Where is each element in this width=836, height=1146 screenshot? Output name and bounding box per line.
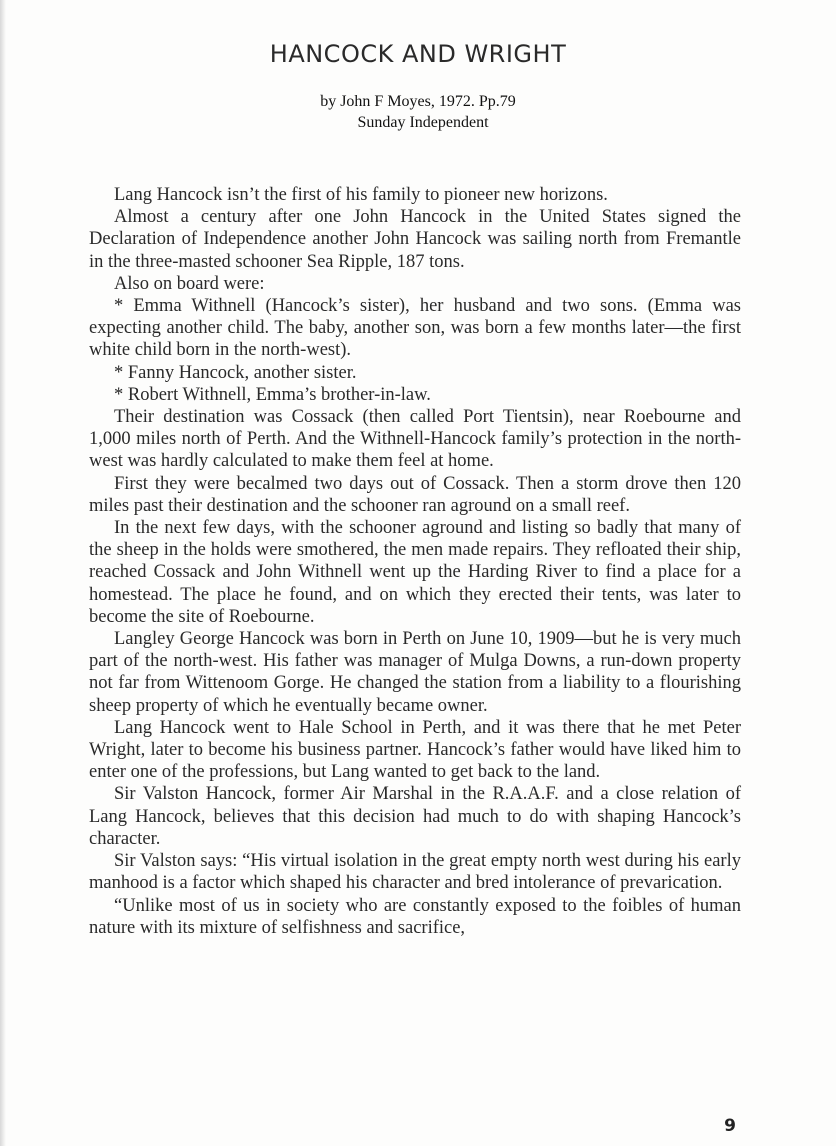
- paragraph: Sir Valston Hancock, former Air Marshal in the R.A.A.F. and a close relation of Lang Hancock, believes that this decision had much to do with shaping Hancock’s character.: [89, 784, 741, 849]
- paragraph: Lang Hancock isn’t the first of his family to pioneer new horizons.: [114, 185, 608, 205]
- byline-source: Sunday Independent: [357, 114, 489, 131]
- paragraph: Almost a century after one John Hancock in the United States signed the Declaration of Independence another John Hancock was sailing north from Fremantle in the three-masted schooner Sea Ripple, 187 tons.: [89, 207, 741, 272]
- page-number: 9: [724, 1116, 736, 1136]
- paragraph: Their destination was Cossack (then called Port Tientsin), near Roebourne and 1,000 miles north of Perth. And the Withnell-Hancock family’s protection in the north-west was hardly calculated to make them feel at home.: [89, 407, 741, 472]
- article-body: [89, 184, 741, 939]
- page-edge-shadow: [0, 0, 6, 1146]
- paragraph: * Emma Withnell (Hancock’s sister), her husband and two sons. (Emma was expecting another child. The baby, another son, was born a few months later—the first white child born in the north-west).: [89, 296, 741, 361]
- byline-author: by John F Moyes, 1972. Pp.79: [320, 93, 516, 110]
- paragraph: “Unlike most of us in society who are constantly exposed to the foibles of human nature with its mixture of selfishness and sacrifice,: [89, 895, 741, 938]
- byline: [0, 91, 836, 133]
- paragraph: * Robert Withnell, Emma’s brother-in-law.: [114, 384, 431, 405]
- paragraph: Sir Valston says: “His virtual isolation in the great empty north west during his early manhood is a factor which shaped his character and bred intolerance of prevarication.: [89, 851, 741, 894]
- paragraph: * Fanny Hancock, another sister.: [114, 362, 357, 383]
- paragraph: Lang Hancock went to Hale School in Perth, and it was there that he met Peter Wright, later to become his business partner. Hancock’s father would have liked him to enter one of the professions, but Lang wanted to get back to the land.: [89, 717, 741, 783]
- paragraph: First they were becalmed two days out of Cossack. Then a storm drove then 120 miles past their destination and the schooner ran aground on a small reef.: [89, 473, 741, 516]
- paragraph: In the next few days, with the schooner aground and listing so badly that many of the sheep in the holds were smothered, the men made repairs. They refloated their ship, reached Cossack and John Withnell went up the Harding River to find a place for a homestead. The place he found, and on which they erected their tents, was later to become the site of Roebourne.: [89, 518, 741, 627]
- paragraph: Langley George Hancock was born in Perth on June 10, 1909—but he is very much part of the north-west. His father was manager of Mulga Downs, a run-down property not far from Wittenoom Gorge. He changed the station from a liability to a flourishing sheep property of which he eventually became owner.: [89, 629, 741, 716]
- article-title: HANCOCK AND WRIGHT: [269, 40, 567, 68]
- paragraph: Also on board were:: [114, 273, 265, 294]
